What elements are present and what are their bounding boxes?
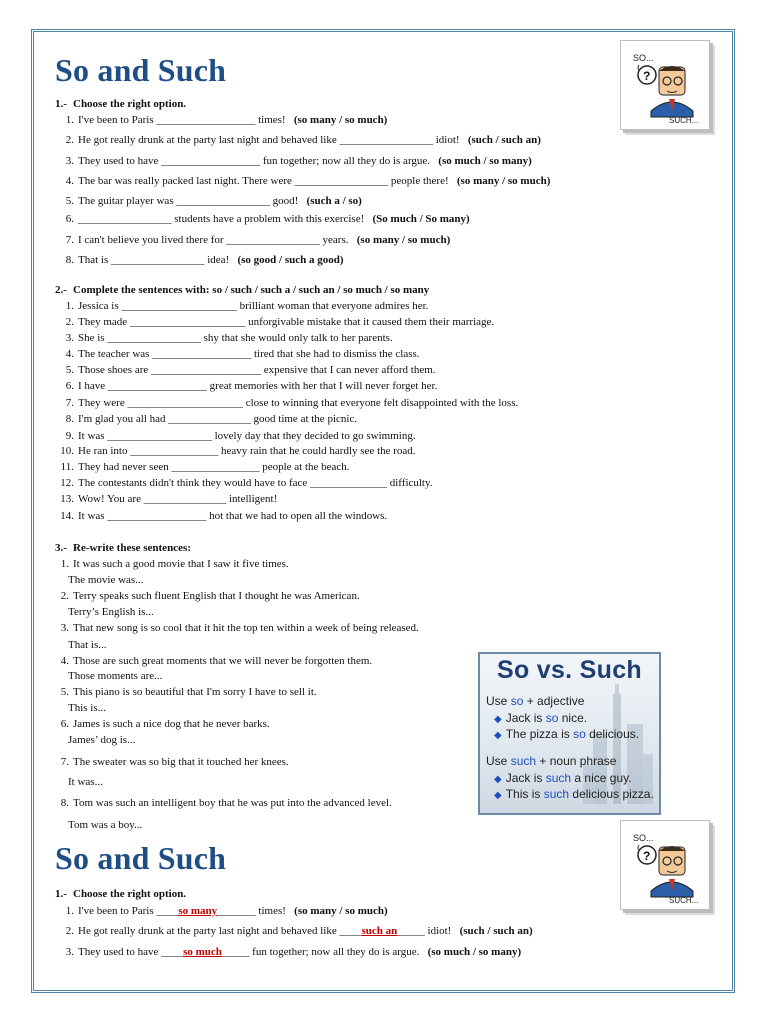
s2-item: 1. Jessica is _____________________ brilliant woman that everyone admires her. [65, 300, 429, 312]
s2-item: 7. They were _____________________ close to winning that everyone felt disappointed with the loss. [65, 397, 519, 409]
example-so-2: ◆ The pizza is so delicious. [494, 727, 640, 741]
s3-item: 4. Those are such great moments that we will never be forgotten them. [60, 655, 373, 667]
filled-answer: so much [183, 946, 222, 958]
so-vs-such-box [478, 652, 661, 815]
s1-item: 2. He got really drunk at the party last night and behaved like _________________ idiot! (such / such an) [65, 134, 541, 146]
answer-key-title: So and Such [55, 840, 227, 876]
answer-item: 2. He got really drunk at the party last night and behaved like ____such an_____ idiot! (such / such an) [65, 925, 533, 937]
s2-item: 5. Those shoes are ____________________ expensive that I can never afford them. [65, 364, 436, 376]
svg-text:?: ? [643, 69, 651, 83]
example-such-1: ◆ Jack is such a nice guy. [494, 771, 632, 785]
s2-item: 9. It was ___________________ lovely day that they decided to go swimming. [65, 430, 416, 442]
answer-item: 1. I've been to Paris ____so many_______ times! (so many / so much) [65, 905, 388, 917]
s3-rewrite: That is... [68, 639, 107, 651]
s1-item: 1. I've been to Paris __________________ times! (so many / so much) [65, 114, 388, 126]
s2-item: 2. They made _____________________ unforgivable mistake that it caused them their marriage. [65, 316, 495, 328]
s3-rewrite: The movie was... [68, 574, 144, 586]
s3-rewrite: Terry’s English is... [68, 606, 154, 618]
s3-rewrite: It was... [68, 776, 103, 788]
diamond-bullet-icon: ◆ [494, 714, 502, 725]
card-label-such: SUCH... [669, 116, 699, 125]
s2-item: 3. She is _________________ shy that she would only talk to her parents. [65, 332, 393, 344]
s3-item: 7. The sweater was so big that it touched her knees. [60, 756, 289, 768]
s3-item: 5. This piano is so beautiful that I'm sorry I have to sell it. [60, 686, 317, 698]
card-label-such: SUCH... [669, 896, 699, 905]
s3-item: 6. James is such a nice dog that he never barks. [60, 718, 270, 730]
example-so-1: ◆ Jack is so nice. [494, 711, 588, 725]
diamond-bullet-icon: ◆ [494, 774, 502, 785]
so-such-cartoon [620, 40, 710, 130]
s2-item: 13. Wow! You are _______________ intelligent! [60, 493, 278, 505]
answer-heading: 1.- Choose the right option. [55, 888, 187, 900]
s3-rewrite: Tom was a boy... [68, 819, 143, 831]
s1-item: 3. They used to have __________________ fun together; now all they do is argue. (so much / so many) [65, 155, 532, 167]
diamond-bullet-icon: ◆ [494, 730, 502, 741]
section2-heading: 2.- Complete the sentences with: so / such / such a / such an / so much / so many [55, 284, 430, 296]
page-title: So and Such [55, 52, 227, 88]
s1-item: 6. _________________ students have a problem with this exercise! (So much / So many) [65, 213, 470, 225]
rule-so: Use so + adjective [486, 694, 585, 708]
so-such-cartoon [620, 820, 710, 910]
s2-item: 4. The teacher was __________________ tired that she had to dismiss the class. [65, 348, 420, 360]
filled-answer: such an [361, 925, 398, 937]
s2-item: 11. They had never seen ________________ people at the beach. [60, 461, 350, 473]
s1-item: 5. The guitar player was _________________ good! (such a / so) [65, 195, 362, 207]
s3-rewrite: Those moments are... [68, 670, 163, 682]
s3-item: 2. Terry speaks such fluent English that I thought he was American. [60, 590, 360, 602]
filled-answer: so many [178, 905, 218, 917]
s2-item: 8. I'm glad you all had _______________ good time at the picnic. [65, 413, 358, 425]
section1-heading: 1.- Choose the right option. [55, 98, 187, 110]
card-label-so: SO... [633, 833, 654, 843]
card-label-so: SO... [633, 53, 654, 63]
s1-item: 4. The bar was really packed last night. There were _________________ people there! (so many / so much) [65, 175, 551, 187]
city-skyline-image [583, 684, 653, 804]
s3-rewrite: This is... [68, 702, 106, 714]
s1-item: 7. I can't believe you lived there for _________________ years. (so many / so much) [65, 234, 451, 246]
example-such-2: ◆ This is such delicious pizza. [494, 787, 654, 801]
s2-item: 6. I have __________________ great memories with her that I will never forget her. [65, 380, 438, 392]
so-vs-such-title: So vs. Such [496, 656, 642, 684]
svg-text:?: ? [643, 849, 651, 863]
section3-heading: 3.- Re-write these sentences: [55, 542, 191, 554]
answer-item: 3. They used to have ____so much_____ fun together; now all they do is argue. (so much / so many) [65, 946, 522, 958]
s2-item: 14. It was __________________ hot that we had to open all the windows. [60, 510, 388, 522]
s1-item: 8. That is _________________ idea! (so good / such a good) [65, 254, 344, 266]
s3-rewrite: James’ dog is... [68, 734, 136, 746]
s3-item: 3. That new song is so cool that it hit the top ten within a week of being released. [60, 622, 419, 634]
s3-item: 1. It was such a good movie that I saw it five times. [60, 558, 289, 570]
s2-item: 10. He ran into ________________ heavy rain that he could hardly see the road. [60, 445, 416, 457]
rule-such: Use such + noun phrase [486, 754, 617, 768]
s3-item: 8. Tom was such an intelligent boy that he was put into the advanced level. [60, 797, 392, 809]
diamond-bullet-icon: ◆ [494, 790, 502, 801]
s2-item: 12. The contestants didn't think they would have to face ______________ difficulty. [60, 477, 433, 489]
